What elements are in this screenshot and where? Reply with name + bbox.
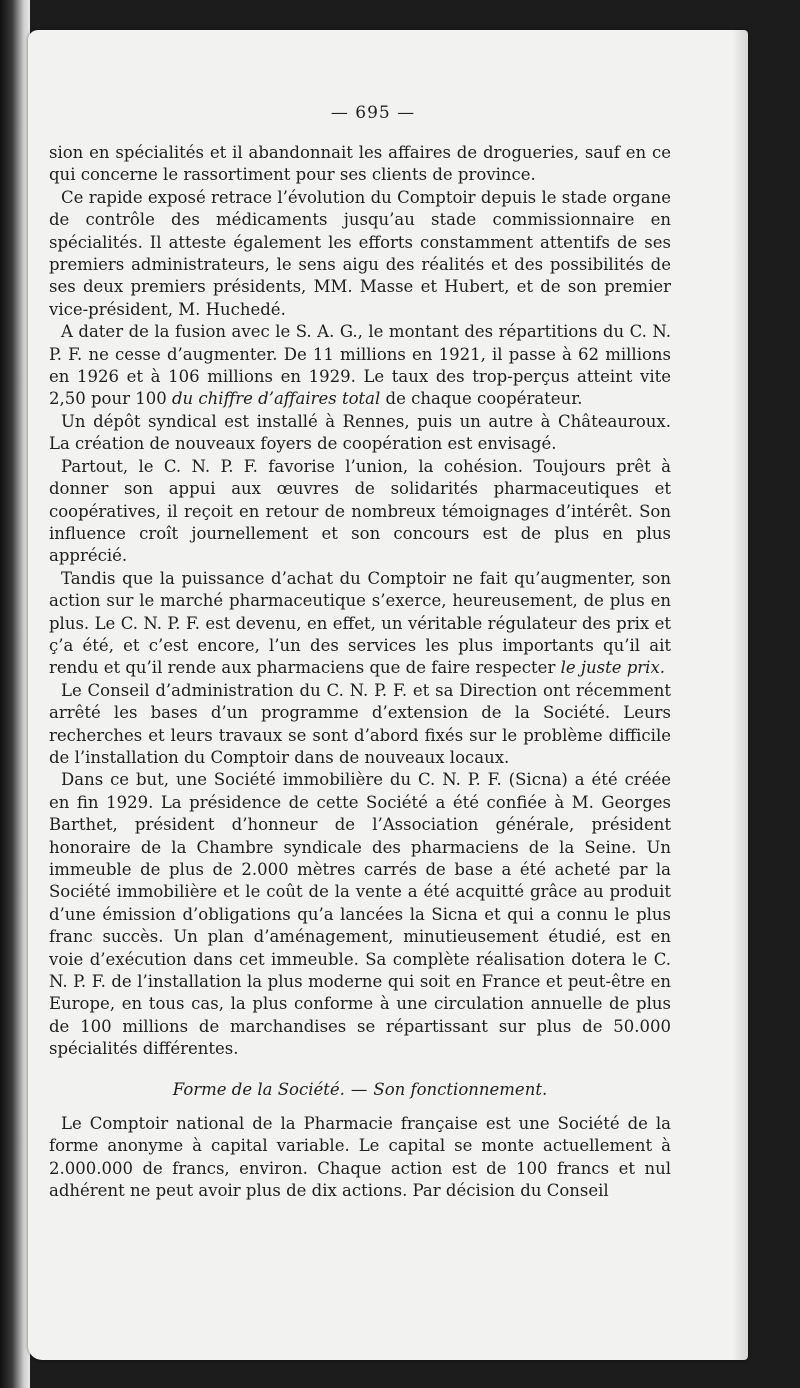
paragraph-partout: Partout, le C. N. P. F. favorise l’union, la cohésion. Toujours prêt à donner son appui aux œuvres de solidarités pharmaceutiques et coopératives, il reçoit en retour de nombreux témoignages d’intérêt. Son influence croît journellement et son concours est de plus en plus apprécié. (49, 456, 671, 566)
paragraph-sicna: Dans ce but, une Société immobilière du C. N. P. F. (Sicna) a été créée en fin 1929. La présidence de cette Société a été confiée à M. Georges Barthet, président d’honneur de l’Association générale, président honoraire de la Chambre syndicale des pharmaciens de la Seine. Un immeuble de plus de 2.000 mètres carrés de base a été acheté par la Société immobilière et le coût de la vente a été acquitté grâce au produit d’une émission d’obligations qu’a lancées la Sicna et qui a connu le plus franc succès. Un plan d’aménagement, minutieusement étudié, est en voie d’exécution dans cet immeuble. Sa complète réalisation dotera le C. N. P. F. de l’installation la plus moderne qui soit en France et peut-être en Europe, en tous cas, la plus conforme à une circulation annuelle de plus de 100 millions de marchandises se répartissant sur plus de 50.000 spécialités différentes. (49, 770, 671, 1059)
paragraph-comptoir: Le Comptoir national de la Pharmacie française est une Société de la forme anonyme à capital variable. Le capital se monte actuellement à 2.000.000 de francs, environ. Chaque action est de 100 francs et nul adhérent ne peut avoir plus de dix actions. Par décision du Conseil (49, 1114, 671, 1201)
body-text (49, 142, 671, 1203)
tandis-italic: le juste prix. (560, 658, 665, 678)
page-number: — 695 — (330, 103, 416, 123)
paragraph-conseil: Le Conseil d’administration du C. N. P. F. et sa Direction ont récemment arrêté les bases d’un programme d’extension de la Société. Leurs recherches et leurs travaux se sont d’abord fixés sur le problème difficile de l’installation du Comptoir dans de nouveaux locaux. (49, 680, 671, 767)
paragraph-depot: Un dépôt syndical est installé à Rennes, puis un autre à Châteauroux. La création de nouveaux foyers de coopération est envisagé. (49, 411, 671, 454)
fusion-end: de chaque coopérateur. (385, 389, 583, 409)
paragraph-fusion (49, 321, 671, 411)
paragraph-expose: Ce rapide exposé retrace l’évolution du Comptoir depuis le stade organe de contrôle des médicaments jusqu’au stade commissionnaire en spécialités. Il atteste également les efforts constamment attentifs de ses premiers administrateurs, le sens aigu des réalités et des possibilités de ses deux premiers présidents, MM. Masse et Hubert, et de son premier vice-président, M. Huchedé. (49, 187, 671, 319)
section-heading (49, 1079, 671, 1101)
scan-left-edge (0, 0, 30, 1388)
fusion-text: A dater de la fusion avec le S. A. G., le montant des répartitions du C. N. P. F. ne cesse d’augmenter. De 11 millions en 1921, il passe à 62 millions en 1926 et à 106 millions en 1929. Le taux des trop-perçus atteint vite 2,50 pour 100 (49, 322, 671, 409)
page-fold-shadow (732, 30, 748, 1360)
heading-part-2: Son fonctionnement. (373, 1079, 548, 1099)
fusion-italic: du chiffre d’affaires total (171, 389, 381, 409)
book-page (28, 30, 748, 1360)
tandis-text: Tandis que la puissance d’achat du Comptoir ne fait qu’augmenter, son action sur le marché pharmaceutique s’exerce, heureusement, de plus en plus. Le C. N. P. F. est devenu, en effet, un véritable régulateur des prix et ç’a été, et c’est encore, l’un des services les plus importants qu’il ait rendu et qu’il rende aux pharmaciens que de faire respecter (49, 568, 671, 678)
paragraph-continuation: sion en spécialités et il abandonnait les affaires de drogueries, sauf en ce qui concerne le rassortiment pour ses clients de province. (49, 143, 671, 185)
paragraph-tandis (49, 568, 671, 680)
heading-dash: — (350, 1079, 368, 1099)
heading-part-1: Forme de la Société. (172, 1079, 345, 1099)
